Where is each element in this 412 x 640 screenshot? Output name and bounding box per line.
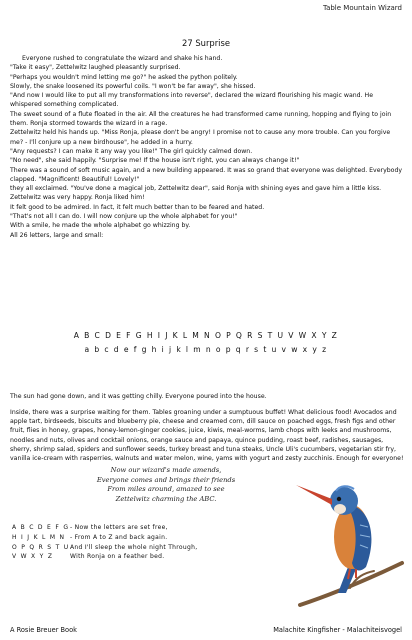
verse-row xyxy=(12,523,197,533)
verse-letters: V W X Y Z xyxy=(12,553,54,561)
story-paragraph: The sweet sound of a flute floated in the air. All the creatures he had transformed came running, hopping and flying to join them. Ronja stormed towards the wizard in a rage. xyxy=(10,110,392,128)
footer-caption: Malachite Kingfisher - Malachiteisvogel xyxy=(273,626,402,634)
story-paragraph: Everyone rushed to congratulate the wizard and shake his hand. xyxy=(22,55,223,62)
poem-line: Everyone comes and brings their friends xyxy=(96,475,236,484)
story-paragraph: With a smile, he made the whole alphabet go whizzing by. xyxy=(10,222,191,230)
story-paragraph: Slowly, the snake loosened its powerful coils. "I won't be far away", she hissed. xyxy=(10,82,256,90)
alphabet-uppercase: A B C D E F G H I J K L M N O P Q R S T U V W X Y Z xyxy=(73,331,339,340)
poem-line: From miles around, amazed to see xyxy=(107,485,225,494)
book-title-header: Table Mountain Wizard xyxy=(322,4,402,12)
alphabet-verse xyxy=(12,523,197,562)
story-paragraph: All 26 letters, large and small: xyxy=(10,231,104,239)
story-paragraph: "Perhaps you wouldn't mind letting me go?" he asked the python politely. xyxy=(10,73,238,81)
kingfisher-bird-icon xyxy=(290,455,408,617)
story-paragraph: they all exclaimed. "You've done a magical job, Zettelwitz dear", said Ronja with shining eyes and gave him a little kiss. Zettelwitz was very happy. Ronja liked him! xyxy=(10,185,382,202)
chapter-title: 27 Surprise xyxy=(182,38,230,48)
poem-line: Now our wizard's made amends, xyxy=(110,466,222,474)
story-paragraph: It felt good to be admired. In fact, it felt much better than to be feared and hated. xyxy=(10,203,265,211)
verse-row xyxy=(12,543,197,553)
verse-letters: A B C D E F G xyxy=(12,524,70,531)
story-paragraph: There was a sound of soft music again, and a new building appeared. It was so grand that everyone was delighted. Everybody clapped. "Magnificent! Beautiful! Lovely!" xyxy=(10,166,403,183)
poem-block xyxy=(58,466,274,504)
story-paragraph: "Take it easy", Zettelwitz laughed pleasantly surprised. xyxy=(10,64,181,72)
verse-line: - From A to Z and back again. xyxy=(70,533,168,541)
footer-publisher: A Rosie Breuer Book xyxy=(10,626,77,634)
verse-line: And I'll sleep the whole night Through, xyxy=(70,543,198,551)
story-paragraph: "Any requests? I can make it any way you like!" The girl quickly calmed down. xyxy=(10,147,253,155)
verse-letters: O P Q R S T U xyxy=(12,543,70,551)
story-paragraph: Inside, there was a surprise waiting for them. Tables groaning under a sumptuous buffet! What delicious food! Avocados and apple tart, birdseeds, biscuits and blueberry pie, cheese and creamed corn, dill sauce on poached eggs, fresh figs and other fruit, flies in honey, grapes, honey-lemon-ginger cookies, juice, kiwis, meal-worms, lamb chops with leeks and mushrooms, noodles and nuts, olives and cocktail onions, orange sauce and papaya, quince pudding, roast beef, radishes, sausages, sherry, shrimp salad, spiders and sunflower seeds, turkey breast and tuna steaks, Uncle Uli's cucumbers, vegetarian stir fry, vanilla ice-cream with rasperries, walnuts and water melon, wine, yams with yogurt and zesty zucchinis. Enough for everyone! xyxy=(10,408,404,463)
story-paragraph: "And now I would like to put all my transformations into reverse", declared the wizard flourishing his magic wand. He whispered something complicated. xyxy=(10,92,374,109)
story-paragraph: "No need", she said happily. "Surprise me! If the house isn't right, you can always change it!" xyxy=(10,157,300,165)
story-paragraph: "That's not all I can do. I will now conjure up the whole alphabet for you!" xyxy=(10,213,238,221)
verse-line: With Ronja on a feather bed. xyxy=(70,553,165,561)
story-text-block xyxy=(10,54,404,240)
verse-letters: H I J K L M N xyxy=(12,533,66,541)
alphabet-lowercase: a b c d e f g h i j k l m n o p q r s t u v w x y z xyxy=(84,345,328,354)
verse-row xyxy=(12,552,197,562)
verse-row xyxy=(12,533,197,543)
story-paragraph: Zettelwitz held his hands up. "Miss Ronja, please don't be angry! I promise not to cause any more trouble. Can you forgive me? - I'll conjure up a new birdhouse", he added in a hurry. xyxy=(10,129,391,146)
story-paragraph: The sun had gone down, and it was getting chilly. Everyone poured into the house. xyxy=(10,393,267,401)
verse-line: - Now the letters are set free, xyxy=(70,524,168,531)
poem-line: Zettelwitz charming the ABC. xyxy=(115,494,217,503)
